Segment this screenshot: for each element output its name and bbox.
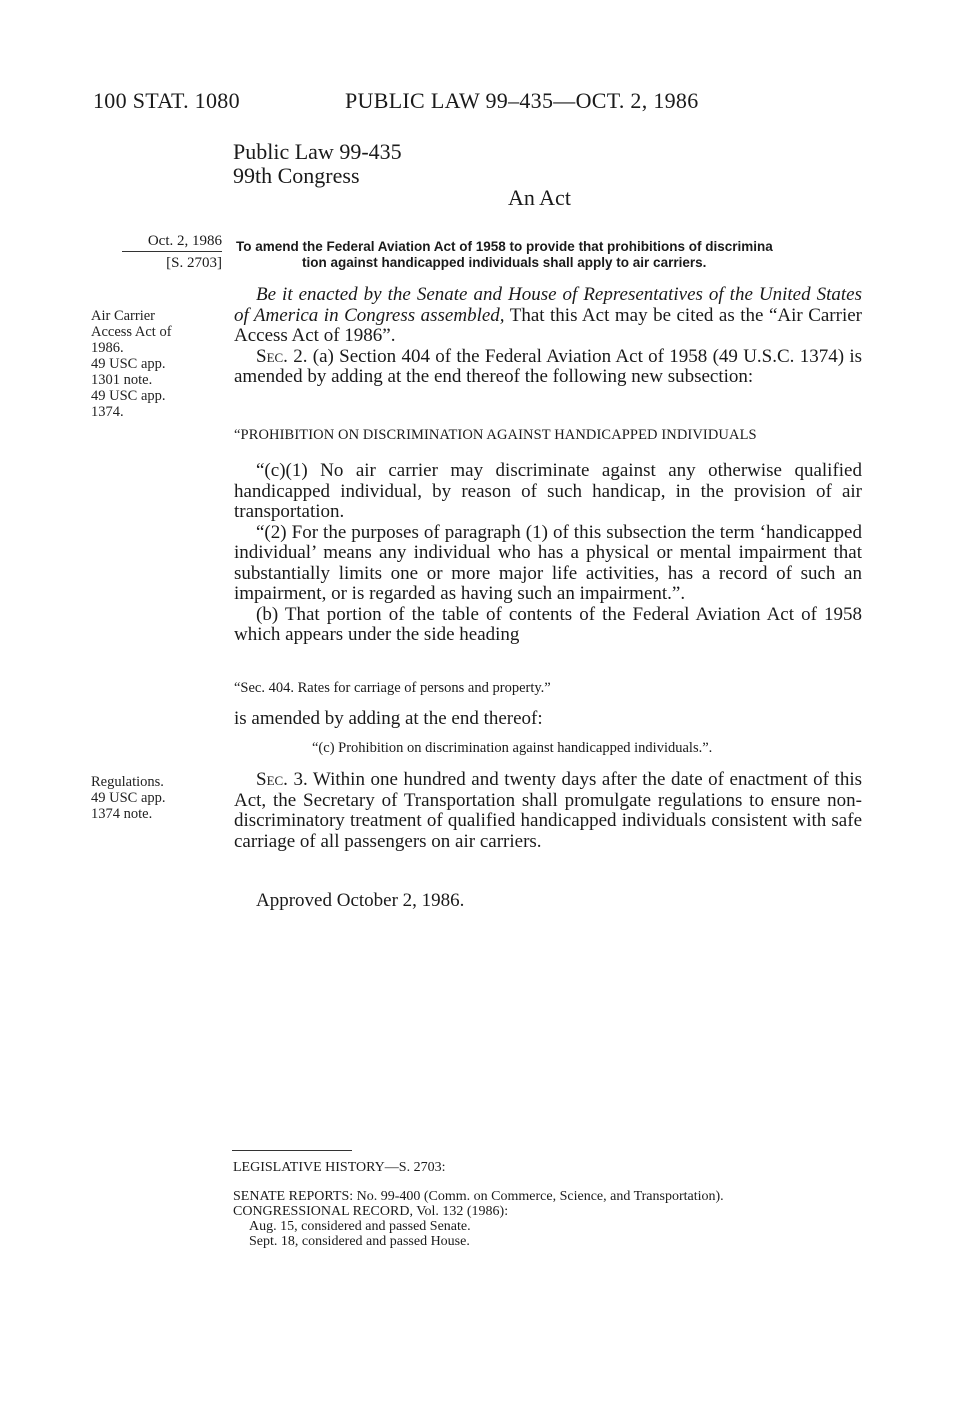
page-stat-citation: 100 STAT. 1080: [93, 88, 240, 113]
section-2-a: [234, 347, 862, 388]
margin-line: 49 USC app.: [91, 356, 166, 372]
margin-line: 49 USC app.: [91, 790, 166, 806]
congressional-record: CONGRESSIONAL RECORD, Vol. 132 (1986):: [233, 1204, 509, 1219]
congress-number: 99th Congress: [233, 163, 360, 188]
approval-date: Approved October 2, 1986.: [256, 890, 465, 911]
margin-line: Regulations.: [91, 774, 164, 790]
margin-date: Oct. 2, 1986: [147, 233, 222, 249]
margin-line: Air Carrier: [91, 308, 156, 324]
house-action: Sept. 18, considered and passed House.: [249, 1234, 470, 1249]
margin-line: 1301 note.: [91, 372, 153, 388]
legislative-history: [233, 1189, 724, 1249]
senate-action: Aug. 15, considered and passed Senate.: [249, 1219, 471, 1234]
paragraph-b: (b) That portion of the table of contents of the Federal Aviation Act of 1958 which appears under the side heading: [234, 603, 862, 645]
enacting-section: [234, 285, 862, 388]
senate-reports: SENATE REPORTS: No. 99-400 (Comm. on Commerce, Science, and Transportation).: [233, 1189, 724, 1204]
margin-line: 1374.: [91, 404, 124, 420]
public-law-number: Public Law 99-435: [233, 139, 402, 164]
purpose-line-1: To amend the Federal Aviation Act of 1958 to provide that prohibitions of discrimina: [236, 239, 773, 254]
act-heading: An Act: [508, 185, 571, 210]
enacting-clause: [234, 285, 862, 347]
margin-line: 49 USC app.: [91, 388, 166, 404]
short-title: That this Act may be cited as the “Air Carrier Access Act of 1986”.: [234, 304, 862, 346]
section-text: (a) Section 404 of the Federal Aviation Act of 1958 (49 U.S.C. 1374) is amended by adding at the end thereof the following new subsection:: [234, 345, 862, 387]
paragraph-c2: “(2) For the purposes of paragraph (1) of this subsection the term ‘handicapped individual’ means any individual who has a physical or mental impairment that substantially limits one or more major life activities, has a record of such an impairment, or is regarded as having such an impairment.”.: [234, 521, 862, 604]
paragraph-c1: “(c)(1) No air carrier may discriminate against any otherwise qualified handicapped individual, by reason of such handicap, in the provision of air transportation.: [234, 460, 862, 522]
section-label: Sec. 3.: [256, 769, 308, 790]
margin-note-air-carrier: [91, 308, 172, 420]
toc-new-entry: “(c) Prohibition on discrimination against handicapped individuals.”.: [312, 740, 713, 756]
margin-line: 1986.: [91, 340, 124, 356]
enacting-formula: Be it enacted by the Senate and House of Representatives of the United States of America in Congress assembled,: [234, 284, 862, 326]
toc-quoted-entry: “Sec. 404. Rates for carriage of persons and property.”: [234, 680, 551, 696]
margin-line: 1374 note.: [91, 806, 153, 822]
section-3-text: [234, 770, 862, 852]
subsection-heading: “PROHIBITION ON DISCRIMINATION AGAINST HANDICAPPED INDIVIDUALS: [234, 427, 757, 443]
margin-note-regulations: [91, 774, 166, 822]
amended-clause: is amended by adding at the end thereof:: [234, 708, 543, 729]
margin-line: Access Act of: [91, 324, 172, 340]
section-3: [234, 770, 862, 852]
subsection-c: [234, 461, 862, 646]
margin-date-rule: [122, 251, 222, 252]
legislative-history-title: LEGISLATIVE HISTORY—S. 2703:: [233, 1160, 446, 1175]
history-rule: [232, 1150, 352, 1151]
purpose-line-2: tion against handicapped individuals shall apply to air carriers.: [302, 255, 707, 270]
section-label: Sec. 2.: [256, 345, 308, 367]
section-text: Within one hundred and twenty days after the date of enactment of this Act, the Secretary of Transportation shall promulgate regulations to ensure non-discriminatory treatment of qualified handicapped individuals consistent with safe carriage of all passengers on air carriers.: [234, 769, 862, 852]
running-head: PUBLIC LAW 99–435—OCT. 2, 1986: [345, 88, 699, 113]
margin-bill-number: [S. 2703]: [166, 255, 222, 271]
